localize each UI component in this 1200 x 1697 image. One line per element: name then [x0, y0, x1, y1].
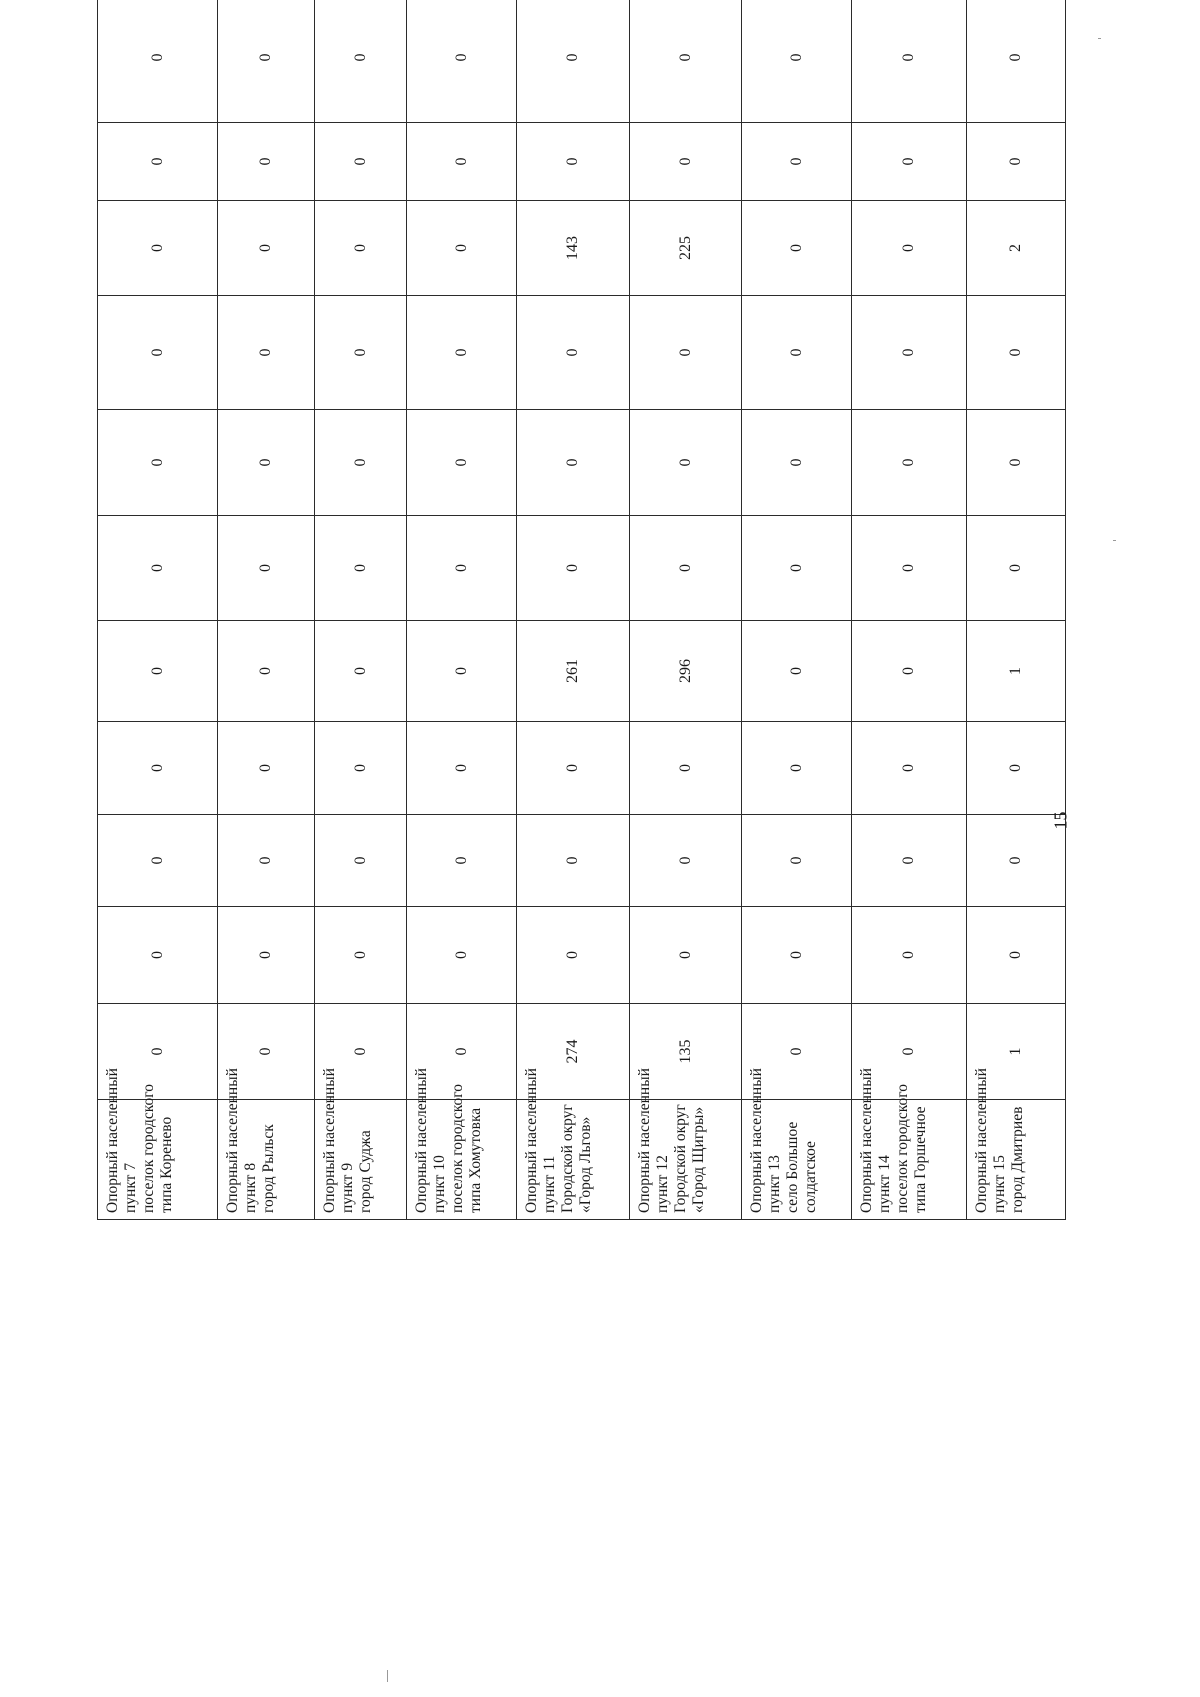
table-row: [967, 0, 1066, 1220]
table-cell: 0: [630, 123, 742, 201]
table-cell: 0: [315, 815, 407, 907]
row-label-line: пункт 14: [876, 1155, 893, 1213]
row-label-line: Опорный населенный: [523, 1068, 540, 1213]
table-cell: 0: [852, 722, 967, 815]
row-label-line: Опорный населенный: [321, 1068, 338, 1213]
table-cell: 225: [630, 201, 742, 296]
row-label-line: типа Хомутовка: [467, 1107, 484, 1213]
table-cell: 0: [517, 722, 630, 815]
scan-mark: [1098, 38, 1101, 39]
row-label-line: пункт 8: [242, 1162, 259, 1213]
table-cell: 0: [852, 410, 967, 516]
row-label-line: поселок городского: [140, 1083, 157, 1213]
table-cell: 0: [517, 410, 630, 516]
table-cell: 0: [407, 907, 517, 1004]
row-label-line: пункт 10: [431, 1155, 448, 1213]
table-cell: 296: [630, 621, 742, 722]
table-cell: 0: [852, 907, 967, 1004]
row-label: [517, 1068, 630, 1220]
table-cell: 0: [967, 0, 1066, 123]
row-label-line: Опорный населенный: [858, 1068, 875, 1213]
table-cell: 0: [218, 123, 315, 201]
table-body: [98, 0, 1066, 1220]
table-cell: 0: [852, 516, 967, 621]
table-cell: 0: [218, 722, 315, 815]
table-cell: 0: [517, 123, 630, 201]
table-cell: 0: [218, 201, 315, 296]
rotated-table-container: [97, 53, 1065, 1220]
table-cell: 0: [967, 410, 1066, 516]
table-cell: 0: [630, 296, 742, 410]
table-cell: 1: [967, 621, 1066, 722]
table-cell: 0: [852, 621, 967, 722]
table-cell: 0: [315, 123, 407, 201]
table-cell: 0: [967, 907, 1066, 1004]
table-cell: 0: [742, 296, 852, 410]
row-label: [218, 1068, 315, 1220]
table-cell: 0: [315, 201, 407, 296]
scan-mark: [387, 1670, 388, 1682]
table-cell: 0: [98, 123, 218, 201]
table-cell: 0: [630, 722, 742, 815]
table-cell: 0: [630, 0, 742, 123]
table-cell: 0: [315, 907, 407, 1004]
row-label-line: город Рыльск: [260, 1124, 277, 1213]
table-cell: 0: [742, 1004, 852, 1100]
row-label-line: поселок городского: [894, 1083, 911, 1213]
table-cell: 0: [315, 0, 407, 123]
table-cell: 0: [407, 621, 517, 722]
table-cell: 0: [98, 201, 218, 296]
row-label-line: пункт 12: [654, 1155, 671, 1213]
row-label-line: пункт 13: [766, 1155, 783, 1213]
table-cell: 0: [517, 907, 630, 1004]
table-cell: 0: [967, 722, 1066, 815]
table-cell: 0: [852, 296, 967, 410]
table-cell: 0: [742, 201, 852, 296]
table-cell: 0: [967, 815, 1066, 907]
table-cell: 0: [630, 516, 742, 621]
table-cell: 0: [630, 907, 742, 1004]
row-label-line: село Большое: [784, 1121, 801, 1213]
row-label: [630, 1068, 742, 1220]
table-cell: 0: [98, 907, 218, 1004]
table-cell: 1: [967, 1004, 1066, 1100]
row-label: [98, 1068, 218, 1220]
table-cell: 0: [315, 410, 407, 516]
table-cell: 0: [407, 123, 517, 201]
table-cell: 0: [218, 516, 315, 621]
table-cell: 0: [742, 907, 852, 1004]
table-cell: 0: [98, 722, 218, 815]
row-label-line: поселок городского: [449, 1083, 466, 1213]
table-cell: 0: [218, 907, 315, 1004]
row-label: [967, 1068, 1066, 1220]
table-cell: 0: [218, 0, 315, 123]
table-cell: 0: [852, 1004, 967, 1100]
table-cell: 0: [315, 1004, 407, 1100]
table-cell: 0: [852, 815, 967, 907]
row-label-line: «Город Льгов»: [577, 1116, 594, 1213]
table-cell: 0: [98, 0, 218, 123]
table-cell: 0: [742, 722, 852, 815]
table-cell: 0: [517, 516, 630, 621]
table-cell: 0: [315, 621, 407, 722]
row-label-line: Опорный населенный: [224, 1068, 241, 1213]
table-cell: 0: [98, 815, 218, 907]
table-cell: 0: [407, 296, 517, 410]
row-label-line: город Суджа: [357, 1130, 374, 1213]
table-cell: 0: [517, 815, 630, 907]
row-label-line: пункт 15: [991, 1155, 1008, 1213]
table-cell: 0: [630, 410, 742, 516]
table-cell: 0: [98, 410, 218, 516]
row-label-line: «Город Щигры»: [690, 1106, 707, 1213]
table-row: [407, 0, 517, 1220]
table-cell: 2: [967, 201, 1066, 296]
table-cell: 0: [315, 516, 407, 621]
table-cell: 0: [852, 0, 967, 123]
row-label: [742, 1068, 852, 1220]
table-cell: 0: [407, 1004, 517, 1100]
table-row: [315, 0, 407, 1220]
table-cell: 0: [517, 0, 630, 123]
table-row: [630, 0, 742, 1220]
page-number: 15: [1050, 811, 1071, 830]
table-cell: 0: [742, 815, 852, 907]
table-cell: 0: [407, 0, 517, 123]
table-cell: 0: [98, 516, 218, 621]
table-cell: 143: [517, 201, 630, 296]
row-label-line: солдатское: [802, 1141, 819, 1213]
row-label-line: Городской округ: [559, 1104, 576, 1213]
table-cell: 0: [630, 815, 742, 907]
row-label-line: пункт 7: [122, 1162, 139, 1213]
row-label-line: типа Горшечное: [912, 1106, 929, 1213]
row-label-line: пункт 11: [541, 1155, 558, 1213]
table-cell: 0: [852, 123, 967, 201]
table-cell: 0: [742, 123, 852, 201]
table-cell: 0: [407, 722, 517, 815]
row-label-line: Опорный населенный: [636, 1068, 653, 1213]
table-cell: 0: [218, 410, 315, 516]
table-cell: 0: [742, 516, 852, 621]
table-row: [98, 0, 218, 1220]
row-label: [315, 1068, 407, 1220]
row-label-line: Опорный населенный: [973, 1068, 990, 1213]
table-cell: 0: [517, 296, 630, 410]
row-label-line: Городской округ: [672, 1104, 689, 1213]
table-cell: 0: [218, 621, 315, 722]
table-cell: 274: [517, 1004, 630, 1100]
table-cell: 0: [315, 722, 407, 815]
row-label: [407, 1068, 517, 1220]
table-cell: 0: [742, 621, 852, 722]
row-label: [852, 1068, 967, 1220]
table-cell: 0: [742, 0, 852, 123]
table-cell: 0: [218, 296, 315, 410]
scan-mark: [1113, 540, 1116, 541]
table-row: [742, 0, 852, 1220]
table-stage: [97, 53, 1065, 1220]
row-label-line: Опорный населенный: [413, 1068, 430, 1213]
table-cell: 0: [98, 296, 218, 410]
row-label-line: типа Коренево: [158, 1116, 175, 1213]
row-label-line: Опорный населенный: [748, 1068, 765, 1213]
table-cell: 0: [742, 410, 852, 516]
table-cell: 0: [852, 201, 967, 296]
row-label-line: город Дмитриев: [1009, 1106, 1026, 1213]
table-cell: 0: [218, 1004, 315, 1100]
table-cell: 135: [630, 1004, 742, 1100]
table-cell: 0: [407, 201, 517, 296]
table-row: [517, 0, 630, 1220]
table-cell: 0: [967, 123, 1066, 201]
data-table: [97, 0, 1066, 1220]
row-label-line: пункт 9: [339, 1162, 356, 1213]
table-cell: 261: [517, 621, 630, 722]
table-cell: 0: [98, 1004, 218, 1100]
table-cell: 0: [407, 815, 517, 907]
table-cell: 0: [98, 621, 218, 722]
table-cell: 0: [315, 296, 407, 410]
table-row: [852, 0, 967, 1220]
table-cell: 0: [967, 516, 1066, 621]
table-cell: 0: [407, 516, 517, 621]
table-row: [218, 0, 315, 1220]
table-cell: 0: [218, 815, 315, 907]
table-cell: 0: [967, 296, 1066, 410]
table-cell: 0: [407, 410, 517, 516]
row-label-line: Опорный населенный: [104, 1068, 121, 1213]
